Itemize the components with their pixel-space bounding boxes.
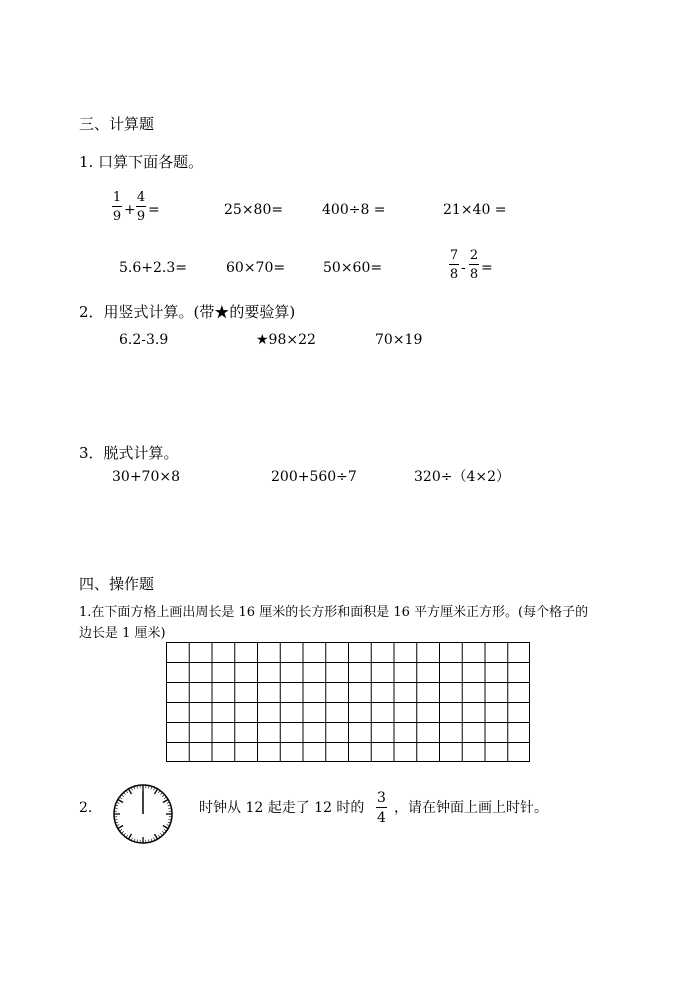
- clock-tick: [163, 800, 168, 803]
- calc-item: 5.6+2.3=: [119, 260, 187, 276]
- calc-item: 6.2-3.9: [119, 332, 169, 348]
- section4-title: 四、操作题: [79, 575, 155, 593]
- clock-face[interactable]: [112, 783, 174, 845]
- calc-item: 200+560÷7: [271, 469, 357, 485]
- equals-sign: =: [148, 202, 160, 218]
- clock-tick: [155, 834, 158, 839]
- fraction-2-8: 2 8: [469, 248, 479, 282]
- q3-label: 3．脱式计算。: [79, 444, 179, 462]
- q4-2-label: 2.: [79, 800, 93, 816]
- equals-sign: =: [481, 260, 493, 276]
- calc-item: 400÷8 =: [322, 202, 386, 218]
- q4-1-text-line2: 边长是 1 厘米): [79, 626, 166, 641]
- q4-2-text-before: 时钟从 12 起走了 12 时的: [199, 800, 365, 816]
- q1-label: 1. 口算下面各题。: [79, 153, 204, 171]
- plus-sign: +: [124, 202, 136, 218]
- calc-item: 30+70×8: [112, 469, 180, 485]
- calc-item: 70×19: [375, 332, 423, 348]
- clock-tick: [129, 834, 132, 839]
- calc-item: 60×70=: [226, 260, 286, 276]
- fraction-4-9: 4 9: [136, 190, 146, 224]
- q4-1-text-line1: 1.在下面方格上画出周长是 16 厘米的长方形和面积是 16 平方厘米正方形。(每个格子的: [79, 605, 589, 620]
- fraction-7-8: 7 8: [449, 248, 459, 282]
- minus-sign: -: [461, 260, 466, 276]
- clock-tick: [118, 826, 123, 829]
- clock-tick: [118, 800, 123, 803]
- calc-item: 21×40 =: [443, 202, 507, 218]
- clock-tick: [155, 789, 158, 794]
- q4-2-text-after: ，请在钟面上画上时针。: [394, 800, 548, 816]
- calc-item: 25×80=: [224, 202, 284, 218]
- fraction-3-4: 3 4: [377, 790, 386, 826]
- clock-tick: [163, 826, 168, 829]
- section3-title: 三、计算题: [79, 115, 155, 133]
- calc-item: 50×60=: [323, 260, 383, 276]
- calc-item: 320÷（4×2）: [414, 469, 510, 485]
- square-grid[interactable]: [166, 642, 530, 762]
- calc-item: ★98×22: [256, 332, 316, 348]
- q2-label: 2．用竖式计算。(带★的要验算): [79, 303, 296, 321]
- clock-tick: [129, 789, 132, 794]
- fraction-1-9: 1 9: [112, 190, 122, 224]
